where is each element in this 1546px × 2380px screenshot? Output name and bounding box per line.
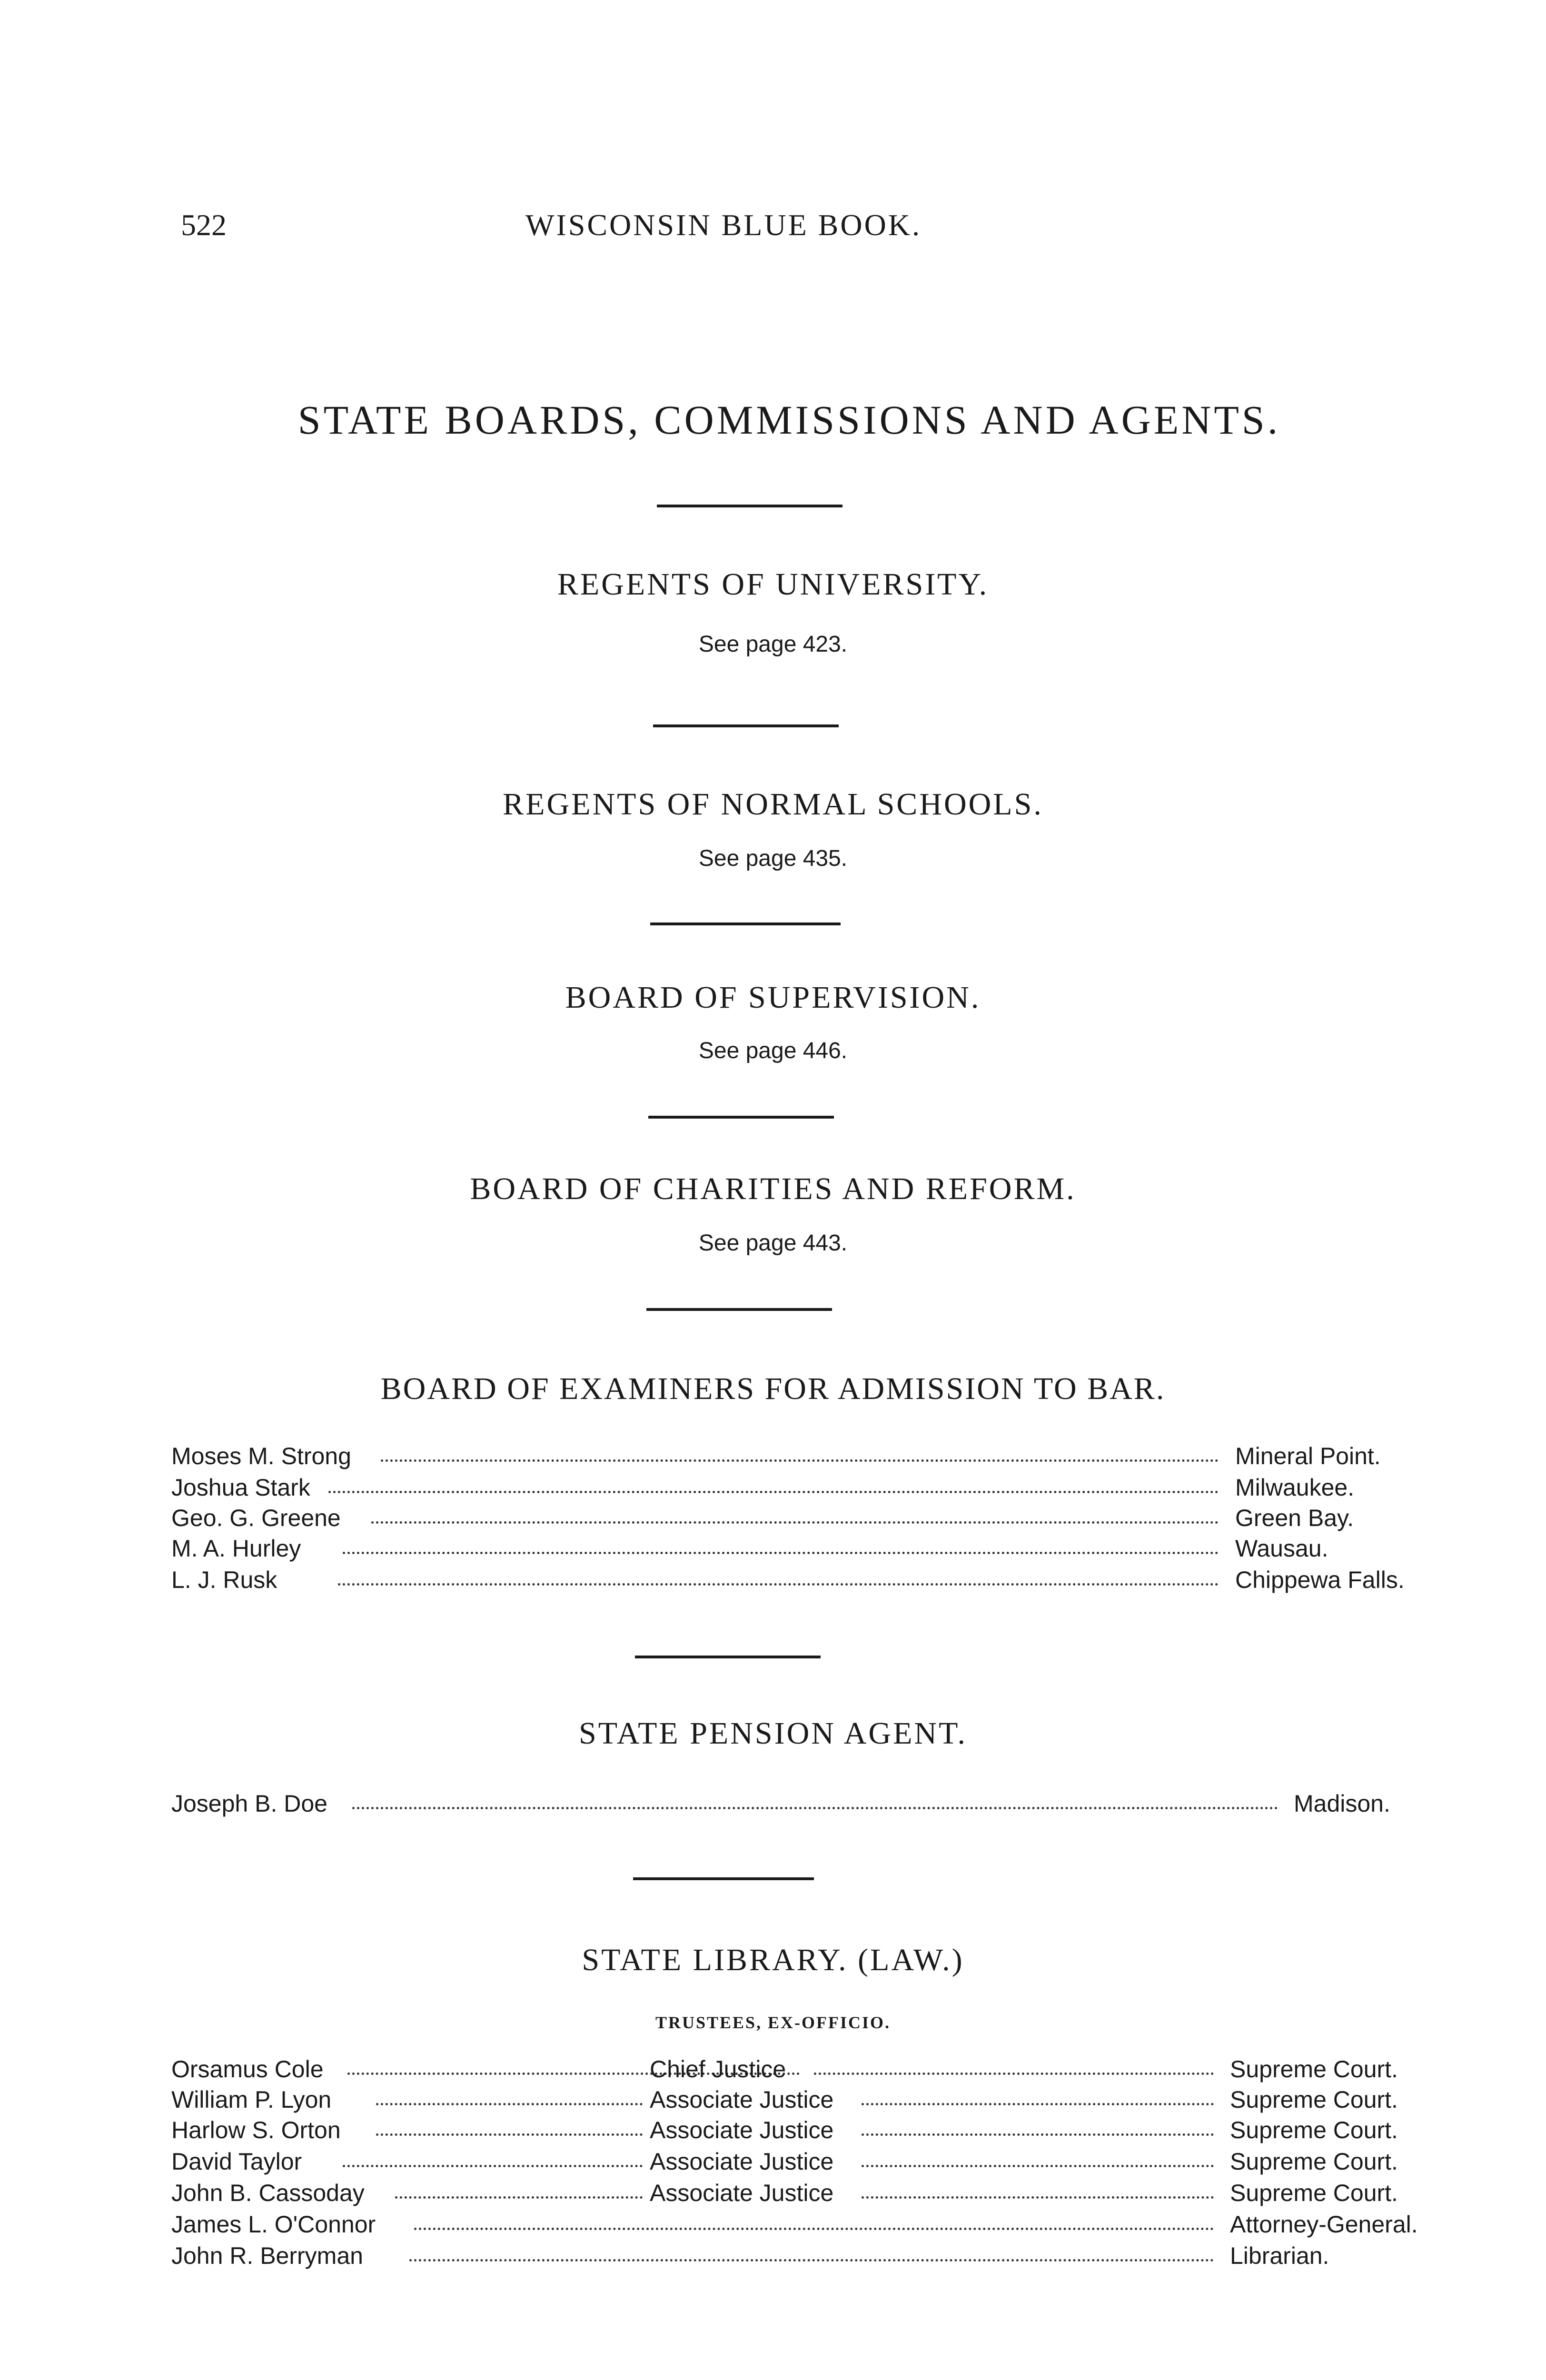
dot-leader <box>328 1486 1219 1493</box>
list-item <box>171 1504 1354 1535</box>
member-place: Supreme Court. <box>1230 2056 1398 2082</box>
list-item <box>171 2242 1329 2272</box>
member-name: Joseph B. Doe <box>171 1790 327 1817</box>
member-place: Mineral Point. <box>1235 1443 1381 1469</box>
member-place: Attorney-General. <box>1230 2211 1418 2238</box>
see-page-regents-university: See page 423. <box>698 632 848 657</box>
dot-leader <box>862 2160 1214 2167</box>
dot-leader <box>376 2098 643 2105</box>
member-office: Associate Justice <box>650 2086 834 2113</box>
divider-rule <box>650 922 841 925</box>
member-office: Associate Justice <box>650 2148 834 2175</box>
member-name: John B. Cassoday <box>171 2180 365 2206</box>
member-name: Harlow S. Orton <box>171 2117 341 2143</box>
list-item <box>171 2116 1398 2147</box>
divider-rule <box>657 505 842 507</box>
section-title-regents-university: REGENTS OF UNIVERSITY. <box>557 567 989 602</box>
member-name: M. A. Hurley <box>171 1535 301 1562</box>
list-item <box>171 1442 1381 1473</box>
member-place: Milwaukee. <box>1235 1474 1355 1501</box>
list-item <box>171 1535 1328 1565</box>
dot-leader <box>343 2160 643 2167</box>
divider-rule <box>653 724 839 727</box>
divider-rule <box>635 1656 821 1658</box>
member-name: L. J. Rusk <box>171 1567 277 1593</box>
list-item <box>171 2179 1398 2210</box>
member-name: Orsamus Cole <box>171 2056 324 2082</box>
divider-rule <box>633 1877 814 1880</box>
list-item <box>171 2148 1398 2178</box>
member-name: William P. Lyon <box>171 2086 332 2113</box>
member-place: Madison. <box>1294 1790 1390 1817</box>
dot-leader <box>338 1578 1219 1586</box>
dot-leader <box>376 2129 643 2136</box>
member-name: John R. Berryman <box>171 2242 363 2269</box>
member-place: Supreme Court. <box>1230 2148 1398 2175</box>
member-office: Associate Justice <box>650 2117 834 2143</box>
see-page-regents-normal: See page 435. <box>698 846 848 871</box>
dot-leader <box>814 2068 1214 2075</box>
dot-leader <box>381 1455 1219 1462</box>
member-place: Librarian. <box>1230 2242 1329 2269</box>
dot-leader <box>371 1517 1219 1524</box>
member-place: Chippewa Falls. <box>1235 1567 1405 1593</box>
section-title-regents-normal: REGENTS OF NORMAL SCHOOLS. <box>503 787 1043 822</box>
section-title-pension-agent: STATE PENSION AGENT. <box>579 1716 967 1751</box>
list-item <box>171 2055 1398 2086</box>
member-place: Supreme Court. <box>1230 2117 1398 2143</box>
member-place: Wausau. <box>1235 1535 1328 1562</box>
section-title-state-library: STATE LIBRARY. (LAW.) <box>582 1943 964 1977</box>
dot-leader <box>862 2098 1214 2105</box>
divider-rule <box>648 1116 834 1119</box>
member-name: Joshua Stark <box>171 1474 310 1501</box>
trustees-subheading: TRUSTEES, EX-OFFICIO. <box>655 2013 891 2032</box>
page-title <box>0 396 1546 444</box>
list-item <box>171 2211 1418 2241</box>
page-number: 522 <box>181 208 227 242</box>
dot-leader <box>352 1802 1278 1809</box>
list-item <box>171 1474 1355 1504</box>
member-office: Associate Justice <box>650 2180 834 2206</box>
member-place: Green Bay. <box>1235 1505 1354 1531</box>
dot-leader <box>862 2192 1214 2199</box>
member-name: James L. O'Connor <box>171 2211 376 2238</box>
see-page-board-charities: See page 443. <box>698 1230 848 1256</box>
member-place: Supreme Court. <box>1230 2086 1398 2113</box>
member-place: Supreme Court. <box>1230 2180 1398 2206</box>
see-page-board-supervision: See page 446. <box>698 1038 848 1063</box>
dot-leader <box>409 2254 1214 2261</box>
dot-leader <box>343 1547 1219 1554</box>
dot-leader <box>862 2129 1214 2136</box>
member-office: Chief Justice <box>650 2056 786 2082</box>
list-item <box>171 1566 1405 1597</box>
member-name: David Taylor <box>171 2148 302 2175</box>
member-name: Moses M. Strong <box>171 1443 351 1469</box>
dot-leader <box>395 2192 643 2199</box>
section-title-board-examiners: BOARD OF EXAMINERS FOR ADMISSION TO BAR. <box>380 1371 1166 1406</box>
divider-rule <box>646 1308 832 1311</box>
page-title-text: STATE BOARDS, COMMISSIONS AND AGENTS. <box>297 397 1281 443</box>
list-item <box>171 1790 1390 1820</box>
section-title-board-charities: BOARD OF CHARITIES AND REFORM. <box>470 1171 1076 1206</box>
section-title-board-supervision: BOARD OF SUPERVISION. <box>565 980 981 1015</box>
member-name: Geo. G. Greene <box>171 1505 341 1531</box>
dot-leader <box>414 2223 1214 2230</box>
running-head <box>181 208 1276 250</box>
running-title: WISCONSIN BLUE BOOK. <box>525 208 922 242</box>
list-item <box>171 2086 1398 2116</box>
